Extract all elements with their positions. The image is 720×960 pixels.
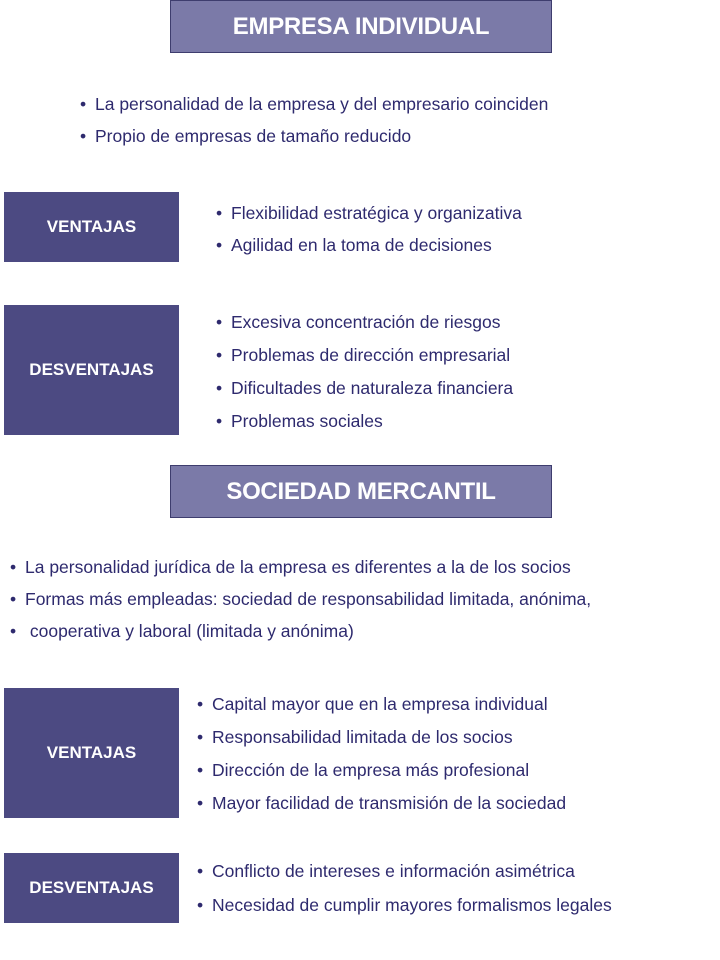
empresa-individual-desventajas-label: DESVENTAJAS (4, 305, 179, 435)
list-item: • Propio de empresas de tamaño reducido (80, 126, 412, 146)
empresa-individual-desventajas-list (216, 312, 513, 431)
list-item: • Mayor facilidad de transmisión de la sociedad (197, 793, 567, 813)
list-item: • La personalidad jurídica de la empresa es diferentes a la de los socios (10, 557, 571, 577)
list-item: • Formas más empleadas: sociedad de responsabilidad limitada, anónima, (10, 589, 592, 609)
list-item: • Excesiva concentración de riesgos (216, 312, 501, 332)
list-item: • Conflicto de intereses e información asimétrica (197, 861, 575, 881)
list-item: • La personalidad de la empresa y del empresario coinciden (80, 94, 549, 114)
sociedad-mercantil-intro-list (10, 557, 591, 641)
list-item: • Responsabilidad limitada de los socios (197, 727, 513, 747)
sociedad-mercantil-ventajas-label: VENTAJAS (4, 688, 179, 818)
list-item: • Flexibilidad estratégica y organizativa (216, 203, 522, 223)
sociedad-mercantil-desventajas-label: DESVENTAJAS (4, 853, 179, 923)
sociedad-mercantil-title: SOCIEDAD MERCANTIL (170, 465, 552, 518)
list-item: • Problemas de dirección empresarial (216, 345, 511, 365)
empresa-individual-intro-list (80, 94, 548, 146)
sociedad-mercantil-desventajas-list (197, 861, 612, 915)
empresa-individual-ventajas-label: VENTAJAS (4, 192, 179, 262)
list-item: • Capital mayor que en la empresa individual (197, 694, 548, 714)
empresa-individual-title: EMPRESA INDIVIDUAL (170, 0, 552, 53)
sociedad-mercantil-ventajas-list (197, 694, 566, 813)
list-item: • Dirección de la empresa más profesional (197, 760, 530, 780)
list-item: • Agilidad en la toma de decisiones (216, 235, 492, 255)
list-item: • cooperativa y laboral (limitada y anónima) (10, 621, 354, 641)
empresa-individual-ventajas-list (216, 203, 522, 255)
list-item: • Necesidad de cumplir mayores formalismos legales (197, 895, 612, 915)
list-item: • Dificultades de naturaleza financiera (216, 378, 514, 398)
list-item: • Problemas sociales (216, 411, 383, 431)
